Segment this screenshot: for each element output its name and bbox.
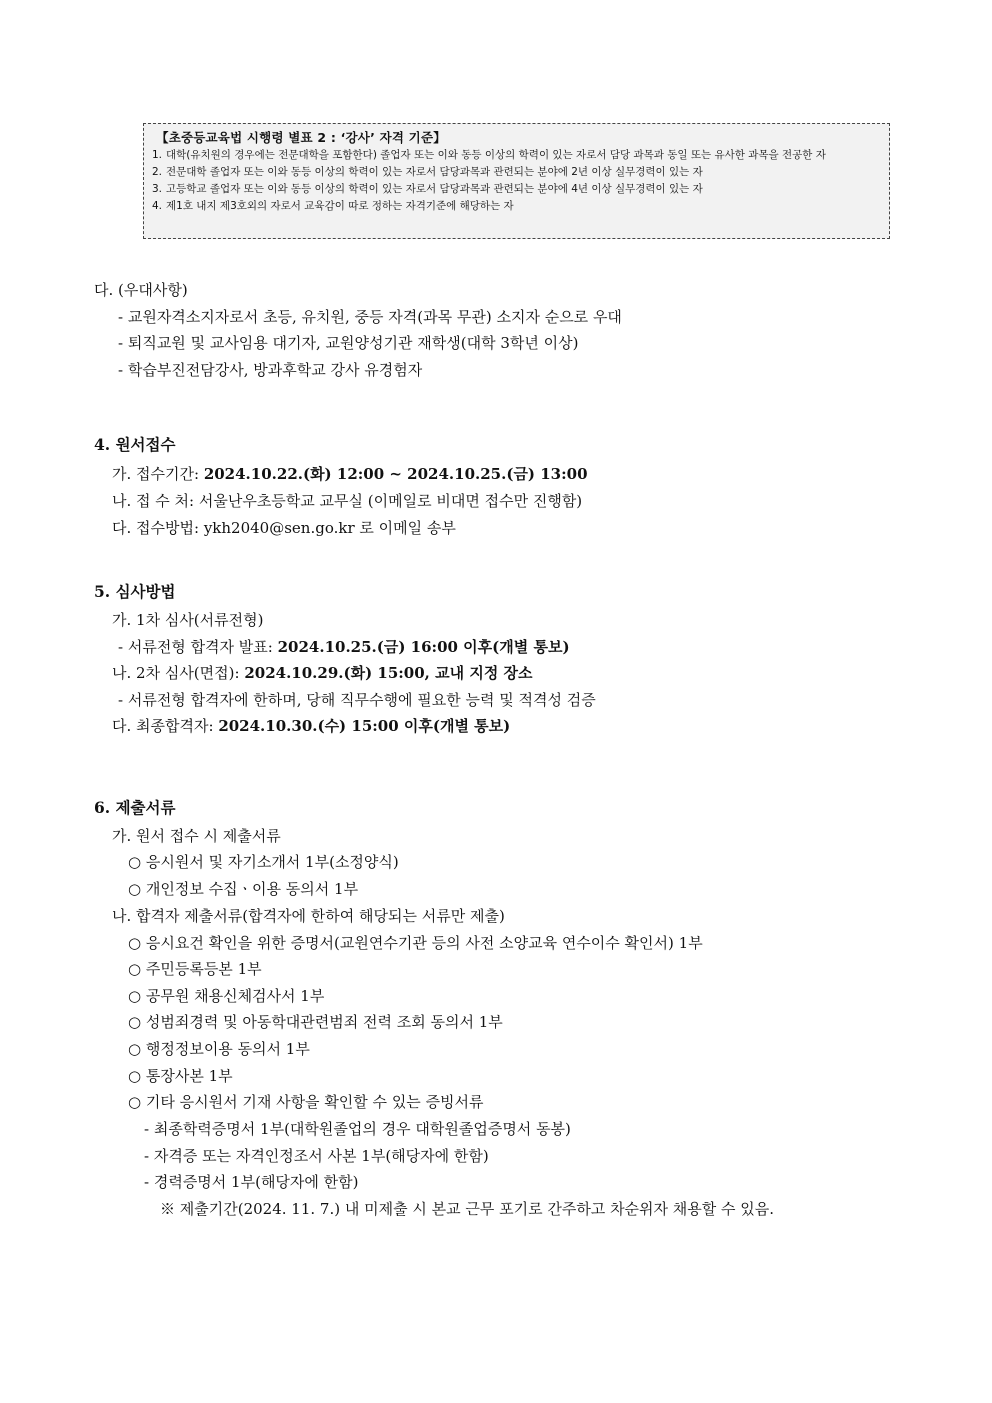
application-method-label: 다. 접수방법: xyxy=(112,519,204,537)
documents-group-a: 가. 원서 접수 시 제출서류 xyxy=(112,827,281,845)
second-screening-value: 2024.10.29.(화) 15:00, 교내 지정 장소 xyxy=(244,664,533,682)
criteria-item-number: 3. xyxy=(152,183,163,195)
application-period-value: 2024.10.22.(화) 12:00 ~ 2024.10.25.(금) 13:00 xyxy=(203,465,588,483)
criteria-item xyxy=(152,166,881,178)
final-result-label: 다. 최종합격자: xyxy=(112,717,219,735)
second-screening-note: - 서류전형 합격자에 한하며, 당해 직무수행에 필요한 능력 및 적격성 검증 xyxy=(118,691,596,709)
application-period xyxy=(112,465,588,483)
criteria-item-number: 1. xyxy=(152,149,163,161)
section4-heading: 4. 원서접수 xyxy=(94,435,176,454)
preference-item: - 학습부진전담강사, 방과후학교 강사 유경험자 xyxy=(118,361,423,379)
final-result xyxy=(112,717,510,735)
first-result xyxy=(118,638,570,656)
document-item: ○ 행정정보이용 동의서 1부 xyxy=(128,1040,310,1058)
first-result-label: - 서류전형 합격자 발표: xyxy=(118,638,278,656)
document-item: ○ 공무원 채용신체검사서 1부 xyxy=(128,987,325,1005)
criteria-item xyxy=(152,183,881,195)
application-period-label: 가. 접수기간: xyxy=(112,465,204,483)
section5-heading: 5. 심사방법 xyxy=(94,582,176,601)
final-result-value: 2024.10.30.(수) 15:00 이후(개별 통보) xyxy=(218,717,511,735)
document-item: ○ 개인정보 수집ㆍ이용 동의서 1부 xyxy=(128,880,359,898)
document-item: ○ 응시원서 및 자기소개서 1부(소정양식) xyxy=(128,853,399,871)
criteria-item-text: 전문대학 졸업자 또는 이와 동등 이상의 학력이 있는 자로서 담당과목과 관련되는 분야에 2년 이상 실무경력이 있는 자 xyxy=(166,166,703,178)
second-screening-label: 나. 2차 심사(면접): xyxy=(112,664,245,682)
preference-item: - 퇴직교원 및 교사임용 대기자, 교원양성기관 재학생(대학 3학년 이상) xyxy=(118,334,579,352)
criteria-item xyxy=(152,149,881,161)
document-sub-item: - 최종학력증명서 1부(대학원졸업의 경우 대학원졸업증명서 동봉) xyxy=(144,1120,571,1138)
preference-item: - 교원자격소지자로서 초등, 유치원, 중등 자격(과목 무관) 소지자 순으로 우대 xyxy=(118,308,622,326)
documents-group-b: 나. 합격자 제출서류(합격자에 한하여 해당되는 서류만 제출) xyxy=(112,907,505,925)
document-item: ○ 응시요건 확인을 위한 증명서(교원연수기관 등의 사전 소양교육 연수이수 확인서) 1부 xyxy=(128,934,703,952)
criteria-box xyxy=(143,123,890,239)
document-sub-item: - 자격증 또는 자격인정조서 사본 1부(해당자에 한함) xyxy=(144,1147,489,1165)
application-method xyxy=(112,519,456,537)
section6-heading: 6. 제출서류 xyxy=(94,798,176,817)
first-result-value: 2024.10.25.(금) 16:00 이후(개별 통보) xyxy=(277,638,570,656)
second-screening xyxy=(112,664,533,682)
criteria-title: 【초중등교육법 시행령 별표 2 : ‘강사’ 자격 기준】 xyxy=(156,130,446,145)
preference-heading: 다. (우대사항) xyxy=(94,281,188,299)
document-item: ○ 성범죄경력 및 아동학대관련범죄 전력 조회 동의서 1부 xyxy=(128,1013,503,1031)
criteria-item-text: 제1호 내지 제3호외의 자로서 교육감이 따로 정하는 자격기준에 해당하는 자 xyxy=(166,200,514,212)
document-item: ○ 통장사본 1부 xyxy=(128,1067,233,1085)
criteria-item xyxy=(152,200,881,212)
criteria-item-text: 대학(유치원의 경우에는 전문대학을 포함한다) 졸업자 또는 이와 동등 이상의 학력이 있는 자로서 담당 과목과 동일 또는 유사한 과목을 전공한 자 xyxy=(166,149,826,161)
criteria-item-number: 2. xyxy=(152,166,163,178)
criteria-item-number: 4. xyxy=(152,200,163,212)
first-screening: 가. 1차 심사(서류전형) xyxy=(112,611,264,629)
document-item: ○ 주민등록등본 1부 xyxy=(128,960,262,978)
document-item: ○ 기타 응시원서 기재 사항을 확인할 수 있는 증빙서류 xyxy=(128,1093,484,1111)
document-sub-item: - 경력증명서 1부(해당자에 한함) xyxy=(144,1173,359,1191)
submission-note: ※ 제출기간(2024. 11. 7.) 내 미제출 시 본교 근무 포기로 간주하고 차순위자 채용할 수 있음. xyxy=(160,1200,775,1218)
criteria-item-text: 고등학교 졸업자 또는 이와 동등 이상의 학력이 있는 자로서 담당과목과 관련되는 분야에 4년 이상 실무경력이 있는 자 xyxy=(166,183,703,195)
application-method-suffix: 로 이메일 송부 xyxy=(354,519,456,537)
application-email: ykh2040@sen.go.kr xyxy=(203,519,355,537)
application-place: 나. 접 수 처: 서울난우초등학교 교무실 (이메일로 비대면 접수만 진행함) xyxy=(112,492,583,510)
